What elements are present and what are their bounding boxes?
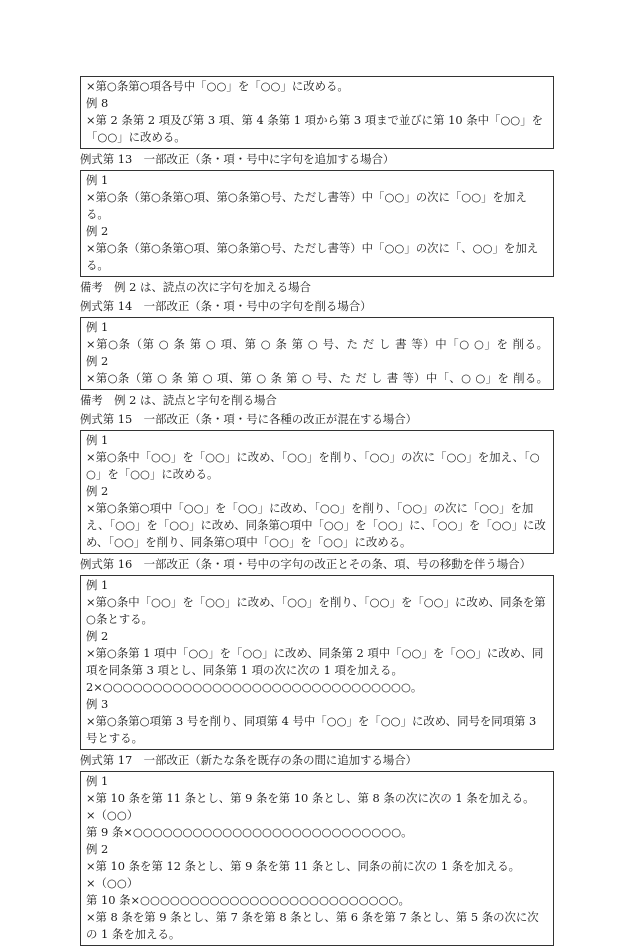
inserted-article: 第 9 条×○○○○○○○○○○○○○○○○○○○○○○○○○○○。 bbox=[86, 825, 413, 839]
article-caption: ×（○○） bbox=[86, 808, 139, 822]
amendment-text: ×第 10 条を第 12 条とし、第 9 条を第 11 条とし、同条の前に次の 1 条を加える。 bbox=[86, 859, 521, 873]
example-label: 例 1 bbox=[86, 433, 109, 447]
amendment-text: ×第○条中「○○」を「○○」に改め、「○○」を削り、「○○」の次に「○○」を加え、「○○」を「○○」に改める。 bbox=[86, 450, 540, 481]
example-box-13 bbox=[80, 170, 554, 277]
section-heading-13: 例式第 13 一部改正（条・項・号中に字句を追加する場合） bbox=[80, 152, 395, 166]
example-label: 例 1 bbox=[86, 578, 109, 592]
amendment-text: ×第○条中「○○」を「○○」に改め、「○○」を削り、「○○」を「○○」に改め、同条を第○条とする。 bbox=[86, 595, 546, 626]
example-label: 例 2 bbox=[86, 354, 109, 368]
example-label: 例 2 bbox=[86, 484, 109, 498]
example-box-16 bbox=[80, 575, 554, 750]
example-label: 例 2 bbox=[86, 629, 109, 643]
example-label: 例 1 bbox=[86, 774, 109, 788]
example-label: 例 3 bbox=[86, 697, 109, 711]
amendment-text: ×第 8 条を第 9 条とし、第 7 条を第 8 条とし、第 6 条を第 7 条とし、第 5 条の次に次の 1 条を加える。 bbox=[86, 910, 539, 941]
section-heading-17: 例式第 17 一部改正（新たな条を既存の条の間に追加する場合） bbox=[80, 753, 418, 767]
inserted-paragraph: 2×○○○○○○○○○○○○○○○○○○○○○○○○○○○○○○○。 bbox=[86, 680, 423, 694]
example-box-intro bbox=[80, 76, 554, 149]
section-heading-14: 例式第 14 一部改正（条・項・号中の字句を削る場合） bbox=[80, 299, 372, 313]
amendment-text: ×第 2 条第 2 項及び第 3 項、第 4 条第 1 項から第 3 項まで並びに第 10 条中「○○」を「○○」に改める。 bbox=[86, 113, 544, 144]
example-label: 例 1 bbox=[86, 320, 109, 334]
amendment-text: ×第○条（第 ○ 条 第 ○ 項、第 ○ 条 第 ○ 号、た だ し 書 等）中「○ ○」を 削る。 bbox=[86, 337, 548, 351]
example-label: 例 2 bbox=[86, 842, 109, 856]
document-page bbox=[80, 76, 554, 948]
amendment-text: ×第○条（第○条第○項、第○条第○号、ただし書等）中「○○」の次に「、○○」を加える。 bbox=[86, 241, 539, 272]
article-caption: ×（○○） bbox=[86, 876, 139, 890]
amendment-text: ×第○条第○項第 3 号を削り、同項第 4 号中「○○」を「○○」に改め、同号を同項第 3 号とする。 bbox=[86, 714, 537, 745]
example-box-15 bbox=[80, 430, 554, 554]
amendment-text: ×第○条（第○条第○項、第○条第○号、ただし書等）中「○○」の次に「○○」を加える。 bbox=[86, 190, 527, 221]
example-box-17 bbox=[80, 771, 554, 946]
inserted-article: 第 10 条×○○○○○○○○○○○○○○○○○○○○○○○○○○。 bbox=[86, 893, 410, 907]
section-heading-15: 例式第 15 一部改正（条・項・号に各種の改正が混在する場合） bbox=[80, 412, 418, 426]
example-label: 例 2 bbox=[86, 224, 109, 238]
amendment-text: ×第 10 条を第 11 条とし、第 9 条を第 10 条とし、第 8 条の次に次の 1 条を加える。 bbox=[86, 791, 535, 805]
amendment-text: ×第○条（第 ○ 条 第 ○ 項、第 ○ 条 第 ○ 号、た だ し 書 等）中「、○ ○」を 削る。 bbox=[86, 371, 548, 385]
amendment-text: ×第○条第 1 項中「○○」を「○○」に改め、同条第 2 項中「○○」を「○○」に改め、同項を同条第 3 項とし、同条第 1 項の次に次の 1 項を加える。 bbox=[86, 646, 544, 677]
section-heading-16: 例式第 16 一部改正（条・項・号中の字句の改正とその条、項、号の移動を伴う場合） bbox=[80, 557, 531, 571]
remark-14: 備考 例 2 は、読点と字句を削る場合 bbox=[80, 393, 277, 407]
amendment-text: ×第○条第○項中「○○」を「○○」に改め、「○○」を削り、「○○」の次に「○○」を加え、「○○」を「○○」に改め、同条第○項中「○○」を「○○」に、「○○」を「○○」に改め、「○○」を削り、同条第○項中「○○」を「○○」に改める。 bbox=[86, 501, 546, 549]
example-label: 例 1 bbox=[86, 173, 109, 187]
example-box-14 bbox=[80, 317, 554, 390]
example-label: 例 8 bbox=[86, 96, 109, 110]
remark-13: 備考 例 2 は、読点の次に字句を加える場合 bbox=[80, 280, 311, 294]
amendment-text: ×第○条第○項各号中「○○」を「○○」に改める。 bbox=[86, 79, 349, 93]
